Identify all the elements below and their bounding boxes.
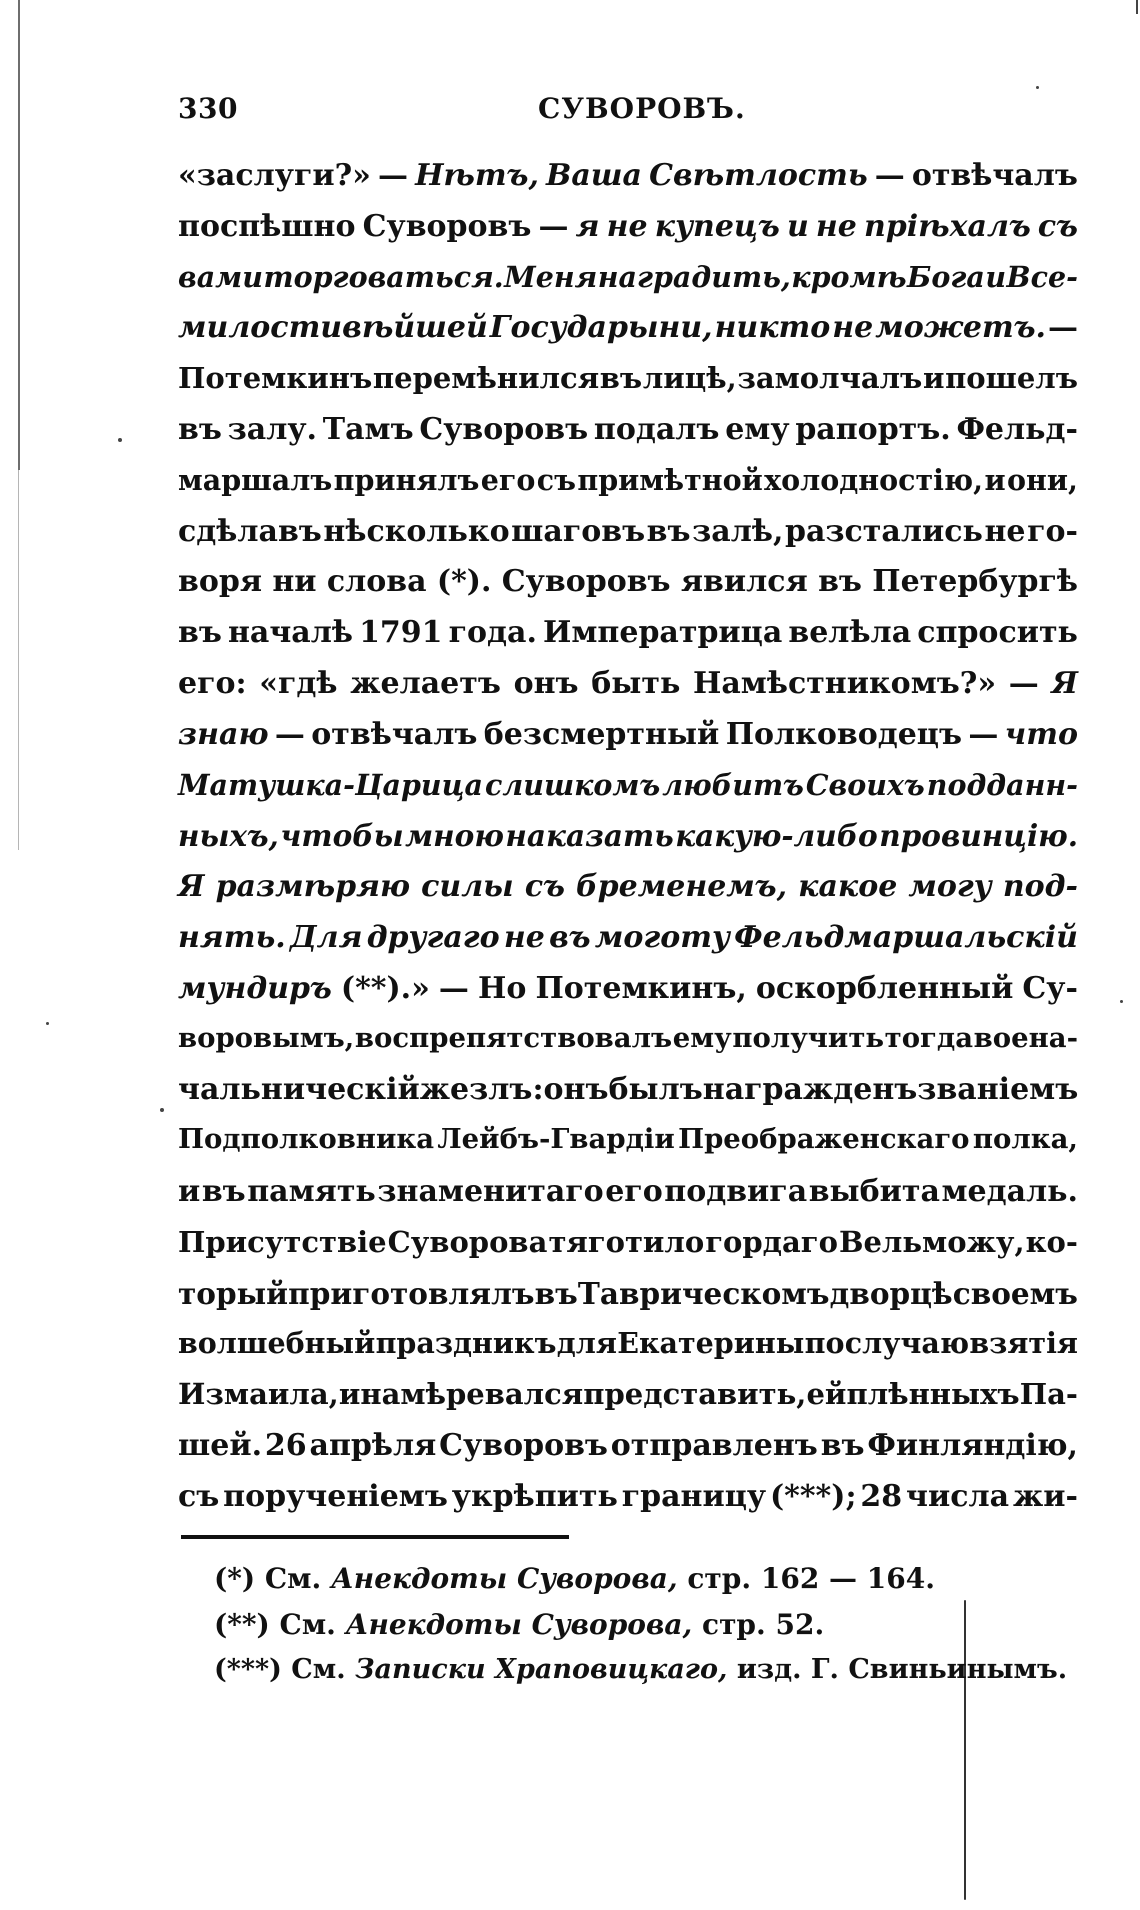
word: мною (405, 818, 504, 854)
word: залѣ, (692, 513, 784, 549)
word: Все- (1006, 259, 1078, 294)
word: Я (1051, 665, 1078, 701)
word: дворцѣ (829, 1275, 953, 1311)
footnote-reference: изд. Г. Свиньинымъ. (736, 1654, 1068, 1685)
text-line (178, 1022, 1078, 1073)
word: онъ (543, 1072, 609, 1108)
word: Бога (906, 259, 985, 294)
scan-speck (118, 438, 122, 442)
word: слишкомъ (485, 767, 661, 802)
word: Вельможу, (838, 1224, 1025, 1259)
word: ко- (1025, 1224, 1078, 1259)
word: купецъ (654, 208, 780, 244)
word: Суворова (387, 1224, 548, 1259)
word: я (575, 208, 600, 244)
word: награжденъ (702, 1072, 918, 1108)
footnote-source-title: Анекдоты Суворова, (345, 1608, 693, 1641)
word: и (922, 361, 945, 396)
word: слова (326, 564, 427, 600)
word: и (984, 462, 1006, 497)
word: медаль. (941, 1173, 1078, 1209)
text-line (178, 920, 1078, 971)
word: въ (820, 1427, 865, 1463)
word: явился (680, 564, 808, 600)
body-text (178, 158, 1078, 1530)
word: пріѣхалъ (863, 208, 1031, 244)
word: кромѣ (791, 259, 907, 294)
word: порученіемъ (223, 1478, 448, 1514)
footnote-source-title: Записки Храповицкаго, (355, 1654, 728, 1685)
word: (***); (769, 1478, 857, 1514)
word: велѣла (788, 615, 912, 651)
word: апрѣля (309, 1427, 437, 1463)
word: вами (178, 259, 263, 294)
word: съ (536, 462, 576, 497)
word: Своихъ (805, 767, 925, 802)
word: жи- (1012, 1478, 1078, 1514)
scan-speck (1036, 86, 1039, 89)
word: въ (178, 411, 222, 447)
word: — (378, 158, 408, 193)
word: въ (646, 513, 691, 549)
word: не (503, 919, 545, 955)
footnotes (214, 1562, 1074, 1700)
word: холодностію, (764, 462, 984, 497)
word: полка, (972, 1123, 1078, 1156)
text-line (178, 717, 1078, 768)
text-line (178, 1377, 1078, 1428)
footnote-source-title: Анекдоты Суворова, (331, 1562, 678, 1595)
word: по (804, 1326, 845, 1361)
word: Лейбъ-Гвардіи (437, 1123, 675, 1156)
word: Полководецъ (725, 716, 962, 752)
word: — (274, 716, 305, 752)
running-head (178, 92, 988, 132)
word: торговаться. (263, 259, 504, 294)
word: наградить, (597, 259, 791, 294)
text-line (178, 869, 1078, 920)
word: мундиръ (178, 970, 332, 1006)
word: бременемъ, (575, 869, 788, 905)
footnote (214, 1608, 1074, 1654)
text-line (178, 1428, 1078, 1479)
text-line (178, 1174, 1078, 1225)
word: пошелъ (945, 361, 1078, 396)
text-line (178, 564, 1078, 615)
word: Фельд- (956, 411, 1078, 447)
word: желаетъ (350, 665, 501, 701)
word: подданн- (926, 767, 1078, 802)
word: Суворовъ (439, 1427, 608, 1463)
word: «заслуги?» (178, 158, 371, 193)
word: тяготило (548, 1224, 705, 1259)
word: укрѣпить (451, 1478, 618, 1514)
text-line (178, 514, 1078, 565)
text-line (178, 818, 1078, 869)
word: началѣ (227, 615, 353, 651)
word: отправленъ (610, 1427, 818, 1463)
word: — (874, 158, 905, 193)
footnote-reference: стр. 52. (702, 1608, 825, 1641)
word: Потемкинъ, (535, 970, 747, 1006)
word: не (984, 513, 1026, 549)
footnote-mark: (**) См. (214, 1608, 336, 1641)
word: они, (1006, 462, 1078, 497)
word: Петербургѣ (872, 564, 1078, 600)
word: рапортъ. (795, 411, 951, 447)
word: Для (289, 919, 363, 955)
word: силы (421, 869, 514, 905)
word: любитъ (662, 767, 804, 802)
word: ни (272, 564, 317, 600)
word: Па- (1019, 1377, 1078, 1412)
word: какое (798, 869, 898, 905)
word: шей. (178, 1427, 263, 1463)
word: могу (908, 869, 992, 905)
word: 28 (860, 1478, 903, 1514)
word: подвига (664, 1173, 808, 1209)
word: въ (818, 564, 862, 600)
word: ему (672, 1021, 732, 1054)
word: Ваша (546, 158, 642, 193)
word: въ (534, 1275, 578, 1311)
word: жезлъ: (419, 1072, 544, 1108)
scan-edge-line (18, 0, 20, 470)
text-line (178, 412, 1078, 463)
word: для (556, 1326, 617, 1361)
word: получить (732, 1021, 885, 1054)
text-line (178, 1225, 1078, 1276)
word: (**).» (340, 970, 430, 1006)
scan-speck (1120, 1000, 1123, 1003)
word: — (968, 716, 999, 752)
word: не (832, 310, 874, 346)
word: Нѣтъ, (415, 158, 539, 193)
word: въ (549, 919, 591, 955)
word: нѣсколько (323, 513, 510, 549)
word: маршалъ (178, 462, 333, 497)
word: ей (806, 1377, 847, 1412)
text-line (178, 463, 1078, 514)
footnote-rule (181, 1535, 569, 1539)
word: 1791 (359, 615, 443, 651)
page-number: 330 (178, 92, 238, 125)
word: — (1047, 310, 1078, 346)
word: гордаго (705, 1224, 838, 1259)
word: разстались (784, 513, 983, 549)
word: Фельдмаршальскій (734, 919, 1078, 955)
word: съ (524, 869, 565, 905)
footnote (214, 1654, 1074, 1700)
word: въ (201, 1173, 246, 1209)
word: поспѣшно (178, 208, 356, 244)
word: Свѣтлость (649, 158, 868, 193)
word: нять. (178, 919, 286, 955)
word: знаю (178, 716, 269, 752)
word: какую-либо (675, 818, 878, 854)
text-line (178, 971, 1078, 1022)
text-line (178, 1072, 1078, 1123)
text-line (178, 1326, 1078, 1377)
word: Екатерины (617, 1326, 805, 1361)
word: принялъ (333, 462, 480, 497)
word: волшебный (178, 1326, 376, 1361)
word: плѣнныхъ (846, 1377, 1020, 1412)
word: под- (1002, 869, 1078, 905)
word: шаговъ (511, 513, 646, 549)
word: не (606, 208, 648, 244)
word: Тамъ (322, 411, 414, 447)
word: — (1008, 665, 1039, 701)
word: званіемъ (917, 1072, 1079, 1108)
word: другаго (366, 919, 500, 955)
word: залу. (227, 411, 317, 447)
text-line (178, 361, 1078, 412)
word: представить, (583, 1377, 807, 1412)
word: го- (1027, 513, 1078, 549)
word: моготу (594, 919, 730, 955)
text-line (178, 1276, 1078, 1327)
word: воровымъ, (178, 1021, 355, 1054)
word: чальническій (178, 1072, 420, 1108)
text-line (178, 615, 1078, 666)
word: быть (591, 665, 681, 701)
word: ему (725, 411, 790, 447)
word: въ (178, 615, 222, 651)
footnote (214, 1562, 1074, 1608)
text-line (178, 768, 1078, 819)
scan-speck (160, 1108, 164, 1112)
word: отвѣчалъ (311, 716, 478, 752)
word: съ (1037, 208, 1078, 244)
word: примѣтной (577, 462, 763, 497)
text-line (178, 1479, 1078, 1530)
word: его (605, 1173, 663, 1209)
word: что (1004, 716, 1078, 752)
footnote-mark: (*) См. (214, 1562, 322, 1595)
word: память (247, 1173, 376, 1209)
word: военa- (973, 1021, 1078, 1054)
word: наказать (505, 818, 674, 854)
word: можетъ. (875, 310, 1046, 346)
word: его: (178, 665, 247, 701)
word: чтобы (280, 818, 404, 854)
text-line (178, 666, 1078, 717)
word: Намѣстникомъ?» (693, 665, 997, 701)
word: числа (906, 1478, 1010, 1514)
text-line (178, 158, 1078, 209)
word: 26 (264, 1427, 307, 1463)
word: лицѣ, (642, 361, 737, 396)
word: Суворовъ (362, 208, 532, 244)
text-line (178, 1123, 1078, 1174)
word: сдѣлавъ (178, 513, 322, 549)
word: и (786, 208, 809, 244)
word: — (438, 970, 469, 1006)
word: праздникъ (375, 1326, 557, 1361)
text-line (178, 260, 1078, 311)
word: Меня (504, 259, 598, 294)
word: оскорбленный (755, 970, 1014, 1006)
word: подалъ (593, 411, 720, 447)
text-line (178, 310, 1078, 361)
word: случаю (844, 1326, 970, 1361)
word: Суворовъ (501, 564, 671, 600)
word: и (985, 259, 1007, 294)
footnote-reference: стр. 162 — 164. (687, 1562, 935, 1595)
word: размѣряю (215, 869, 411, 905)
word: своемъ (952, 1275, 1078, 1311)
running-title: СУВОРОВЪ. (538, 92, 746, 125)
word: былъ (608, 1072, 703, 1108)
word: Но (478, 970, 527, 1006)
word: замолчалъ (737, 361, 923, 396)
word: Финляндію, (867, 1427, 1078, 1463)
scan-speck (46, 1022, 49, 1025)
word: Суворовъ (419, 411, 589, 447)
word: тогда (884, 1021, 974, 1054)
word: приготовлялъ (288, 1275, 535, 1311)
word: никто (714, 310, 831, 346)
word: (*). (436, 564, 492, 600)
word: съ (178, 1478, 220, 1514)
word: и (178, 1173, 201, 1209)
word: отвѣчалъ (911, 158, 1078, 193)
word: Измаила, (178, 1377, 339, 1412)
word: безсмертный (483, 716, 720, 752)
word: Я (178, 869, 205, 905)
word: торый (178, 1275, 289, 1311)
scan-edge-line (18, 470, 19, 850)
word: въ (599, 361, 643, 396)
text-line (178, 209, 1078, 260)
word: границу (621, 1478, 767, 1514)
word: намѣревался (360, 1377, 584, 1412)
word: провинцію. (879, 818, 1078, 854)
word: ныхъ, (178, 818, 279, 854)
word: Государыни, (489, 310, 713, 346)
word: выбита (808, 1173, 940, 1209)
word: Присутствіе (178, 1224, 387, 1259)
word: взятія (969, 1326, 1078, 1361)
word: воспрепятствовалъ (354, 1021, 673, 1054)
word: Таврическомъ (577, 1275, 830, 1311)
word: онъ (513, 665, 579, 701)
scan-edge-mark (1136, 0, 1138, 14)
word: перемѣнился (372, 361, 600, 396)
word: не (815, 208, 857, 244)
word: Преображенскаго (678, 1123, 970, 1156)
word: — (538, 208, 569, 244)
word: Императрица (543, 615, 783, 651)
word: спросить (917, 615, 1078, 651)
word: Подполковника (178, 1123, 435, 1156)
word: «гдѣ (259, 665, 338, 701)
word: Потемкинъ (178, 361, 373, 396)
word: милостивѣйшей (178, 310, 488, 346)
word: его (480, 462, 536, 497)
word: Матушка-Царица (178, 767, 483, 802)
word: года. (448, 615, 537, 651)
word: и (338, 1377, 361, 1412)
word: воря (178, 564, 262, 600)
word: знаменитаго (377, 1173, 604, 1209)
footnote-mark: (***) См. (214, 1654, 346, 1685)
word: Су- (1022, 970, 1078, 1006)
